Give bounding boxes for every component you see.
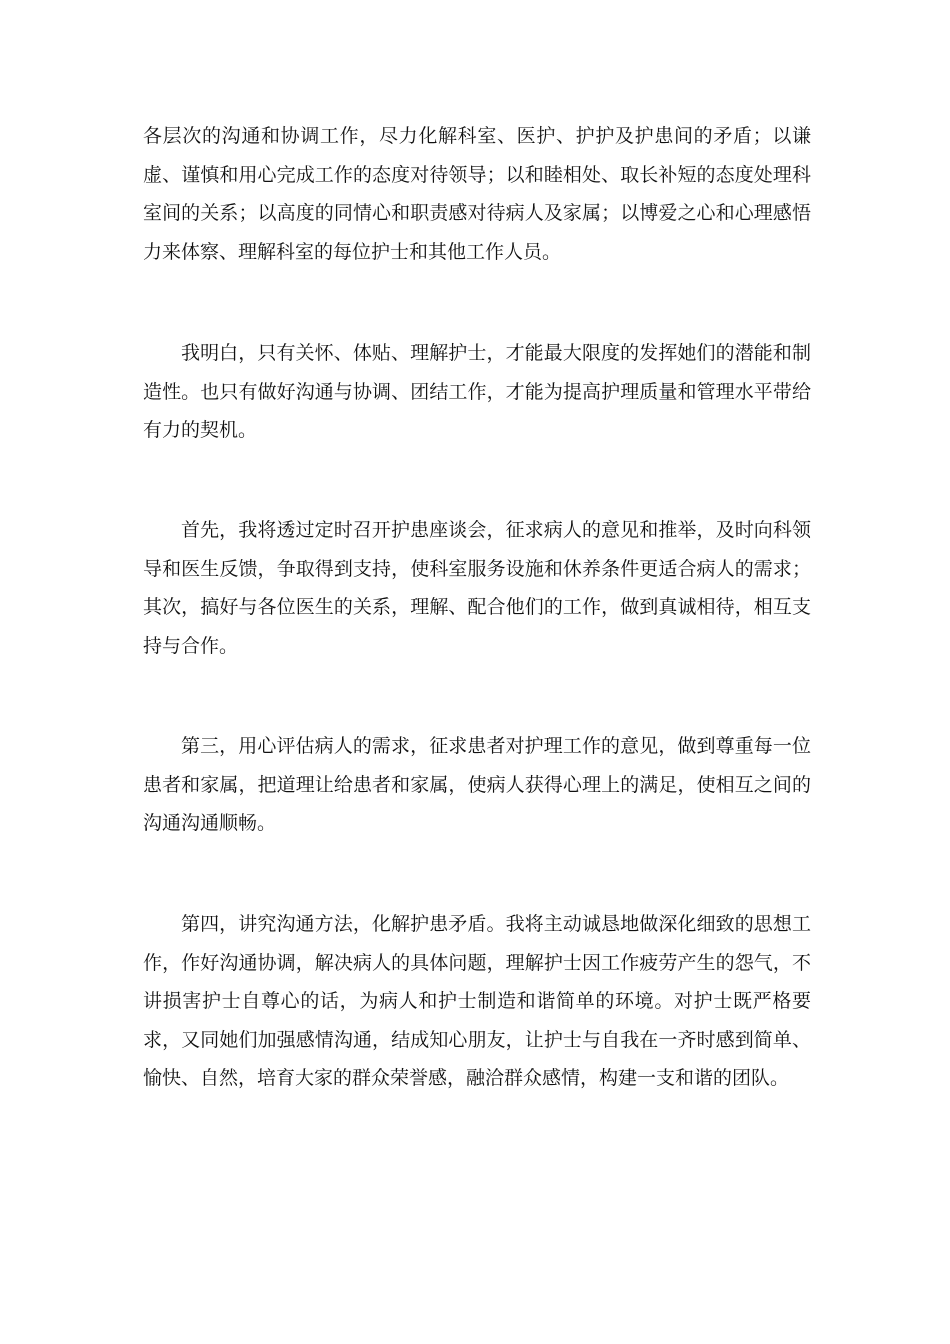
paragraph-2: 我明白，只有关怀、体贴、理解护士，才能最大限度的发挥她们的潜能和制造性。也只有做好沟通与协调、团结工作，才能为提高护理质量和管理水平带给有力的契机。 bbox=[143, 342, 811, 441]
paragraph-1: 各层次的沟通和协调工作，尽力化解科室、医护、护护及护患间的矛盾；以谦虚、谨慎和用心完成工作的态度对待领导；以和睦相处、取长补短的态度处理科室间的关系；以高度的同情心和职责感对待病人及家属；以博爱之心和心理感悟力来体察、理解科室的每位护士和其他工作人员。 bbox=[143, 125, 811, 263]
paragraph-5: 第四，讲究沟通方法，化解护患矛盾。我将主动诚恳地做深化细致的思想工作，作好沟通协调，解决病人的具体问题，理解护士因工作疲劳产生的怨气，不讲损害护士自尊心的话，为病人和护士制造和谐简单的环境。对护士既严格要求，又同她们加强感情沟通，结成知心朋友，让护士与自我在一齐时感到简单、愉快、自然，培育大家的群众荣誉感，融洽群众感情，构建一支和谐的团队。 bbox=[143, 913, 811, 1089]
paragraph-4: 第三，用心评估病人的需求，征求患者对护理工作的意见，做到尊重每一位患者和家属，把道理让给患者和家属，使病人获得心理上的满足，使相互之间的沟通沟通顺畅。 bbox=[143, 735, 811, 834]
paragraph-3: 首先，我将透过定时召开护患座谈会，征求病人的意见和推举，及时向科领导和医生反馈，争取得到支持，使科室服务设施和休养条件更适合病人的需求；其次，搞好与各位医生的关系，理解、配合他们的工作，做到真诚相待，相互支持与合作。 bbox=[143, 519, 811, 657]
